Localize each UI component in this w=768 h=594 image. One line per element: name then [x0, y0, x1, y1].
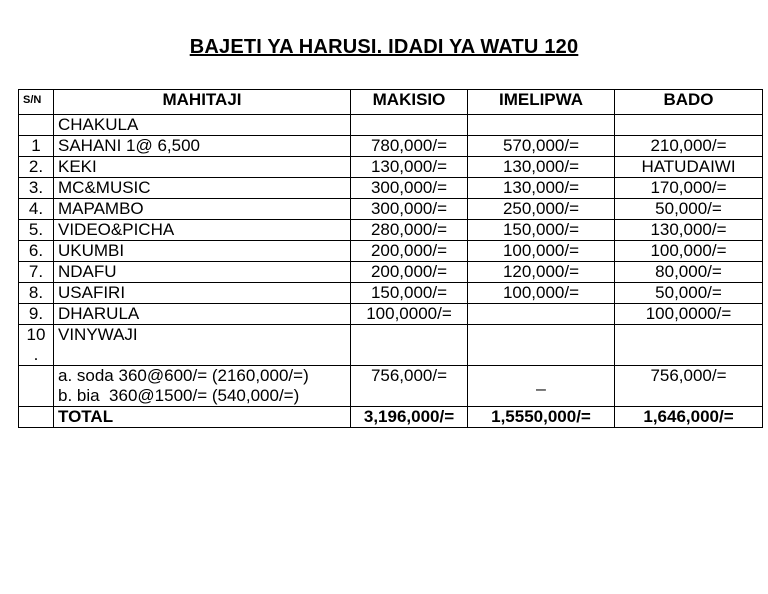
row-imelipwa: 150,000/= [468, 220, 615, 241]
row-makisio: 780,000/= [351, 136, 468, 157]
row-sn: 2. [19, 157, 54, 178]
row-bado: 50,000/= [615, 199, 763, 220]
drinks-bado: 756,000/= [615, 366, 763, 407]
row-makisio: 280,000/= [351, 220, 468, 241]
header-mahitaji: MAHITAJI [54, 90, 351, 115]
row-sn [19, 115, 54, 136]
row-item: UKUMBI [54, 241, 351, 262]
header-imelipwa: IMELIPWA [468, 90, 615, 115]
row-imelipwa [468, 325, 615, 366]
row-sn: 9. [19, 304, 54, 325]
drinks-sn-cell [19, 366, 54, 407]
header-row [19, 90, 763, 115]
row-makisio: 300,000/= [351, 199, 468, 220]
table-row [19, 241, 763, 262]
total-imelipwa: 1,5550,000/= [468, 407, 615, 428]
header-makisio: MAKISIO [351, 90, 468, 115]
table-row [19, 136, 763, 157]
row-item: CHAKULA [54, 115, 351, 136]
total-bado: 1,646,000/= [615, 407, 763, 428]
row-bado: 50,000/= [615, 283, 763, 304]
row-sn: 4. [19, 199, 54, 220]
row-makisio: 100,0000/= [351, 304, 468, 325]
table-row [19, 283, 763, 304]
row-item: VINYWAJI [54, 325, 351, 366]
row-item: NDAFU [54, 262, 351, 283]
row-item: MAPAMBO [54, 199, 351, 220]
drinks-imelipwa-cell [468, 366, 615, 407]
page-title: BAJETI YA HARUSI. IDADI YA WATU 120 [189, 36, 579, 58]
row-imelipwa: 570,000/= [468, 136, 615, 157]
total-row [19, 407, 763, 428]
row-sn: 1 [19, 136, 54, 157]
budget-table [18, 89, 763, 428]
drinks-soda-line: a. soda 360@600/= (2160,000/=) [58, 366, 309, 385]
row-makisio [351, 325, 468, 366]
row-sn: 3. [19, 178, 54, 199]
row-bado: 130,000/= [615, 220, 763, 241]
row-makisio: 200,000/= [351, 241, 468, 262]
drinks-detail-row [19, 366, 763, 407]
row-makisio: 300,000/= [351, 178, 468, 199]
row-bado: HATUDAIWI [615, 157, 763, 178]
drinks-detail-cell [54, 366, 351, 407]
header-bado: BADO [615, 90, 763, 115]
total-label: TOTAL [54, 407, 351, 428]
table-row [19, 304, 763, 325]
row-imelipwa: 130,000/= [468, 157, 615, 178]
row-sn: 5. [19, 220, 54, 241]
total-makisio: 3,196,000/= [351, 407, 468, 428]
row-bado: 210,000/= [615, 136, 763, 157]
row-imelipwa [468, 304, 615, 325]
row-imelipwa: 130,000/= [468, 178, 615, 199]
row-imelipwa: 100,000/= [468, 241, 615, 262]
row-bado: 170,000/= [615, 178, 763, 199]
total-sn-cell [19, 407, 54, 428]
row-bado [615, 325, 763, 366]
row-imelipwa: 100,000/= [468, 283, 615, 304]
table-row [19, 199, 763, 220]
row-item: DHARULA [54, 304, 351, 325]
table-row [19, 220, 763, 241]
row-sn: 7. [19, 262, 54, 283]
table-body [19, 115, 763, 366]
row-item: KEKI [54, 157, 351, 178]
row-item: USAFIRI [54, 283, 351, 304]
drinks-imelipwa: _ [536, 372, 546, 391]
row-bado: 100,0000/= [615, 304, 763, 325]
row-imelipwa: 250,000/= [468, 199, 615, 220]
header-sn: S/N [19, 90, 54, 115]
row-bado [615, 115, 763, 136]
drinks-beer-line: b. bia 360@1500/= (540,000/=) [58, 386, 300, 405]
table-row [19, 325, 763, 366]
row-makisio: 150,000/= [351, 283, 468, 304]
table-row [19, 157, 763, 178]
row-imelipwa [468, 115, 615, 136]
row-bado: 80,000/= [615, 262, 763, 283]
drinks-makisio: 756,000/= [351, 366, 468, 407]
row-item: SAHANI 1@ 6,500 [54, 136, 351, 157]
row-item: VIDEO&PICHA [54, 220, 351, 241]
row-makisio: 200,000/= [351, 262, 468, 283]
table-row [19, 262, 763, 283]
row-imelipwa: 120,000/= [468, 262, 615, 283]
row-bado: 100,000/= [615, 241, 763, 262]
row-makisio [351, 115, 468, 136]
row-sn: 8. [19, 283, 54, 304]
table-row [19, 115, 763, 136]
row-sn: 10 . [19, 325, 54, 366]
row-item: MC&MUSIC [54, 178, 351, 199]
row-makisio: 130,000/= [351, 157, 468, 178]
table-row [19, 178, 763, 199]
row-sn: 6. [19, 241, 54, 262]
